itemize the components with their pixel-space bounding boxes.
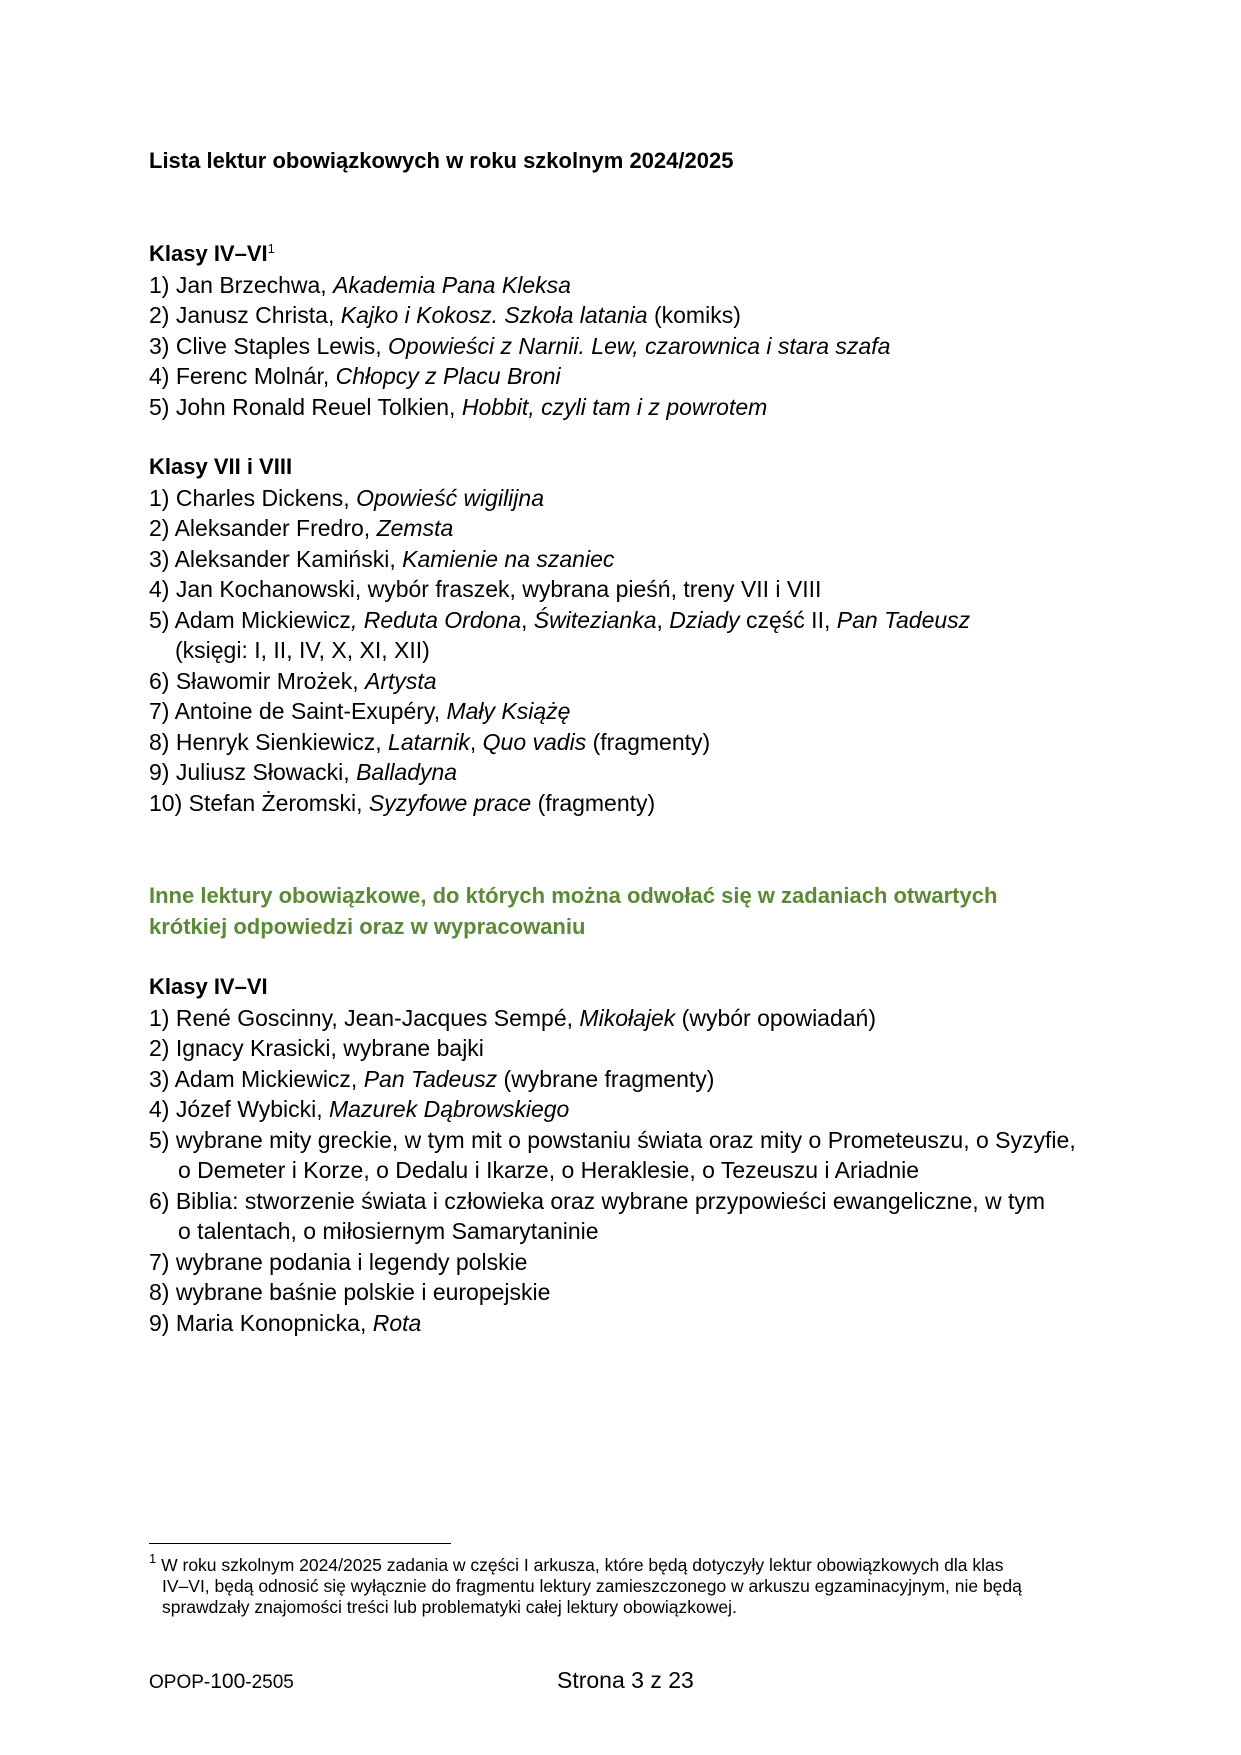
work-title: Pan Tadeusz	[363, 1065, 498, 1092]
work-title: Opowieści z Narnii. Lew, czarownica i stara szafa	[388, 332, 891, 359]
heading-text: Klasy IV–VI	[149, 241, 268, 266]
footnote-line: sprawdzały znajomości treści lub problematyki całej lektury obowiązkowej.	[162, 1597, 737, 1617]
list-item-line	[149, 361, 890, 392]
section-klasy-7-8	[149, 452, 970, 818]
work-title: Rota	[372, 1309, 422, 1336]
work-title: Artysta	[364, 667, 437, 694]
work-title: Mazurek Dąbrowskiego	[329, 1096, 570, 1122]
other-heading-line: krótkiej odpowiedzi oraz w wypracowaniu	[149, 913, 586, 939]
item-text: 2) Janusz Christa,	[149, 302, 341, 328]
item-text: 5) wybrane mity greckie, w tym mit o powstaniu świata oraz mity o Prometeuszu, o Syzyfie,	[149, 1126, 1076, 1153]
list-item	[149, 513, 970, 544]
footnote-line	[149, 1551, 1022, 1576]
list-item	[149, 331, 890, 362]
item-text: 3) Clive Staples Lewis,	[149, 332, 389, 359]
item-text: (fragmenty)	[586, 728, 711, 755]
list-item	[149, 1277, 1076, 1308]
section-heading: Klasy IV–VI	[149, 974, 268, 999]
item-text: 3) Adam Mickiewicz,	[149, 1065, 364, 1092]
list-item-continuation	[149, 635, 970, 666]
item-text: 7) wybrane podania i legendy polskie	[149, 1248, 528, 1275]
item-text: 1) Charles Dickens,	[149, 484, 357, 511]
list-item-line	[149, 300, 890, 331]
list-item	[149, 666, 970, 697]
list-item-line	[149, 1247, 1076, 1278]
work-title: Balladyna	[356, 759, 458, 785]
item-text: 8) wybrane baśnie polskie i europejskie	[149, 1279, 551, 1305]
other-readings-heading	[149, 881, 997, 942]
reading-list	[149, 1003, 1076, 1339]
list-item-line	[149, 1033, 1076, 1064]
code-mid: 100	[210, 1670, 246, 1693]
footnote-ref: 1	[267, 241, 275, 256]
item-text: 10) Stefan Żeromski,	[149, 789, 369, 816]
list-item-line	[149, 788, 970, 819]
item-text: (wybór opowiadań)	[675, 1004, 877, 1031]
list-item-line	[149, 1277, 1076, 1308]
list-item	[149, 361, 890, 392]
list-item-line	[149, 270, 890, 301]
code-suffix: -2505	[245, 1672, 294, 1693]
work-title: Latarnik	[388, 728, 470, 755]
item-text: 9) Maria Konopnicka,	[149, 1309, 373, 1336]
list-item	[149, 1247, 1076, 1278]
item-text: 6) Biblia: stworzenie świata i człowieka oraz wybrane przypowieści ewangeliczne, w tym	[149, 1187, 1046, 1214]
list-item	[149, 270, 890, 301]
item-text: 4) Ferenc Molnár,	[149, 363, 336, 389]
document-code	[149, 1670, 294, 1694]
work-title: Hobbit, czyli tam i z powrotem	[461, 393, 768, 420]
list-item	[149, 574, 970, 605]
section-klasy-4-6	[149, 239, 890, 422]
list-item-line	[149, 1125, 1076, 1156]
list-item-line	[149, 574, 970, 605]
footnote-line: IV–VI, będą odnosić się wyłącznie do fragmentu lektury zamieszczonego w arkuszu egzaminacyjnym, nie będą	[162, 1576, 1022, 1596]
list-item-line	[149, 666, 970, 697]
list-item-line	[149, 392, 890, 423]
item-text: 4) Jan Kochanowski, wybór fraszek, wybrana pieśń, treny VII i VIII	[149, 576, 822, 602]
list-item	[149, 300, 890, 331]
item-text: ,	[469, 728, 483, 755]
work-title: Mikołajek	[579, 1004, 676, 1031]
other-heading-line: Inne lektury obowiązkowe, do których można odwołać się w zadaniach otwartych	[149, 883, 998, 908]
reading-list	[149, 270, 890, 423]
item-text: 6) Sławomir Mrożek,	[149, 667, 365, 694]
list-item	[149, 757, 970, 788]
item-text: 1) Jan Brzechwa,	[149, 271, 334, 298]
item-text: 2) Ignacy Krasicki, wybrane bajki	[149, 1035, 484, 1061]
list-item	[149, 483, 970, 514]
list-item-line	[149, 757, 970, 788]
list-item-line	[149, 483, 970, 514]
work-title: Świtezianka	[533, 606, 657, 633]
work-title: Kajko i Kokosz. Szkoła latania	[340, 302, 648, 328]
work-title: Syzyfowe prace	[368, 789, 532, 816]
list-item	[149, 605, 970, 666]
item-text: 9) Juliusz Słowacki,	[149, 759, 357, 785]
footnote-divider	[149, 1543, 451, 1544]
list-item-line	[149, 544, 970, 575]
code-prefix: OPOP-	[149, 1672, 211, 1693]
item-text: (komiks)	[647, 302, 741, 328]
list-item	[149, 1033, 1076, 1064]
item-text: 8) Henryk Sienkiewicz,	[149, 728, 389, 755]
page-title: Lista lektur obowiązkowych w roku szkolnym 2024/2025	[149, 148, 734, 173]
item-text: (fragmenty)	[531, 789, 656, 816]
section-heading: Klasy VII i VIII	[149, 454, 293, 479]
list-item	[149, 1064, 1076, 1095]
list-item-line	[149, 605, 970, 636]
reading-list	[149, 483, 970, 819]
list-item-continuation	[149, 1216, 1076, 1247]
item-text: część II,	[739, 606, 837, 633]
item-text: (wybrane fragmenty)	[497, 1065, 715, 1092]
list-item	[149, 1186, 1076, 1247]
list-item-line	[149, 1186, 1076, 1217]
list-item	[149, 392, 890, 423]
list-item-line	[149, 1094, 1076, 1125]
list-item-line	[149, 727, 970, 758]
list-item	[149, 544, 970, 575]
item-text: ,	[656, 606, 670, 633]
work-title: Mały Książę	[446, 698, 571, 724]
work-title: Dziady	[669, 606, 740, 633]
footnote-mark: 1	[149, 1551, 157, 1566]
list-item-line	[149, 513, 970, 544]
work-title: Kamienie na szaniec	[402, 545, 615, 572]
footnote-text: W roku szkolnym 2024/2025 zadania w części I arkusza, które będą dotyczyły lektur obowiązkowych dla klas	[161, 1555, 1004, 1575]
footnote	[149, 1551, 1022, 1618]
work-title: Opowieść wigilijna	[356, 484, 544, 511]
list-item	[149, 788, 970, 819]
work-title: Zemsta	[376, 515, 454, 541]
item-text: 3) Aleksander Kamiński,	[149, 545, 403, 572]
section-other-klasy-4-6	[149, 972, 1076, 1338]
item-text: 5) Adam Mickiewicz	[149, 606, 351, 633]
list-item-continuation	[149, 1155, 1076, 1186]
list-item	[149, 727, 970, 758]
item-text: ,	[521, 606, 534, 633]
item-text: 5) John Ronald Reuel Tolkien,	[149, 393, 462, 420]
list-item-line	[149, 1308, 1076, 1339]
item-text: o Demeter i Korze, o Dedalu i Ikarze, o Heraklesie, o Tezeuszu i Ariadnie	[178, 1157, 920, 1183]
work-title: Chłopcy z Placu Broni	[335, 363, 561, 389]
list-item-line	[149, 1064, 1076, 1095]
item-text: (księgi: I, II, IV, X, XI, XII)	[175, 637, 430, 663]
list-item	[149, 696, 970, 727]
page-number: Strona 3 z 23	[557, 1667, 694, 1693]
list-item-line	[149, 1003, 1076, 1034]
list-item	[149, 1094, 1076, 1125]
item-text: 4) Józef Wybicki,	[149, 1096, 330, 1122]
work-title: Akademia Pana Kleksa	[333, 271, 571, 298]
list-item	[149, 1125, 1076, 1186]
item-text: 7) Antoine de Saint-Exupéry,	[149, 698, 447, 724]
item-text: o talentach, o miłosiernym Samarytaninie	[178, 1218, 599, 1244]
work-title: , Reduta Ordona	[350, 606, 521, 633]
list-item	[149, 1308, 1076, 1339]
section-heading	[149, 239, 890, 270]
item-text: 1) René Goscinny, Jean-Jacques Sempé,	[149, 1004, 580, 1031]
work-title: Pan Tadeusz	[836, 606, 971, 633]
work-title: Quo vadis	[482, 728, 587, 755]
item-text: 2) Aleksander Fredro,	[149, 515, 377, 541]
list-item-line	[149, 696, 970, 727]
list-item	[149, 1003, 1076, 1034]
list-item-line	[149, 331, 890, 362]
